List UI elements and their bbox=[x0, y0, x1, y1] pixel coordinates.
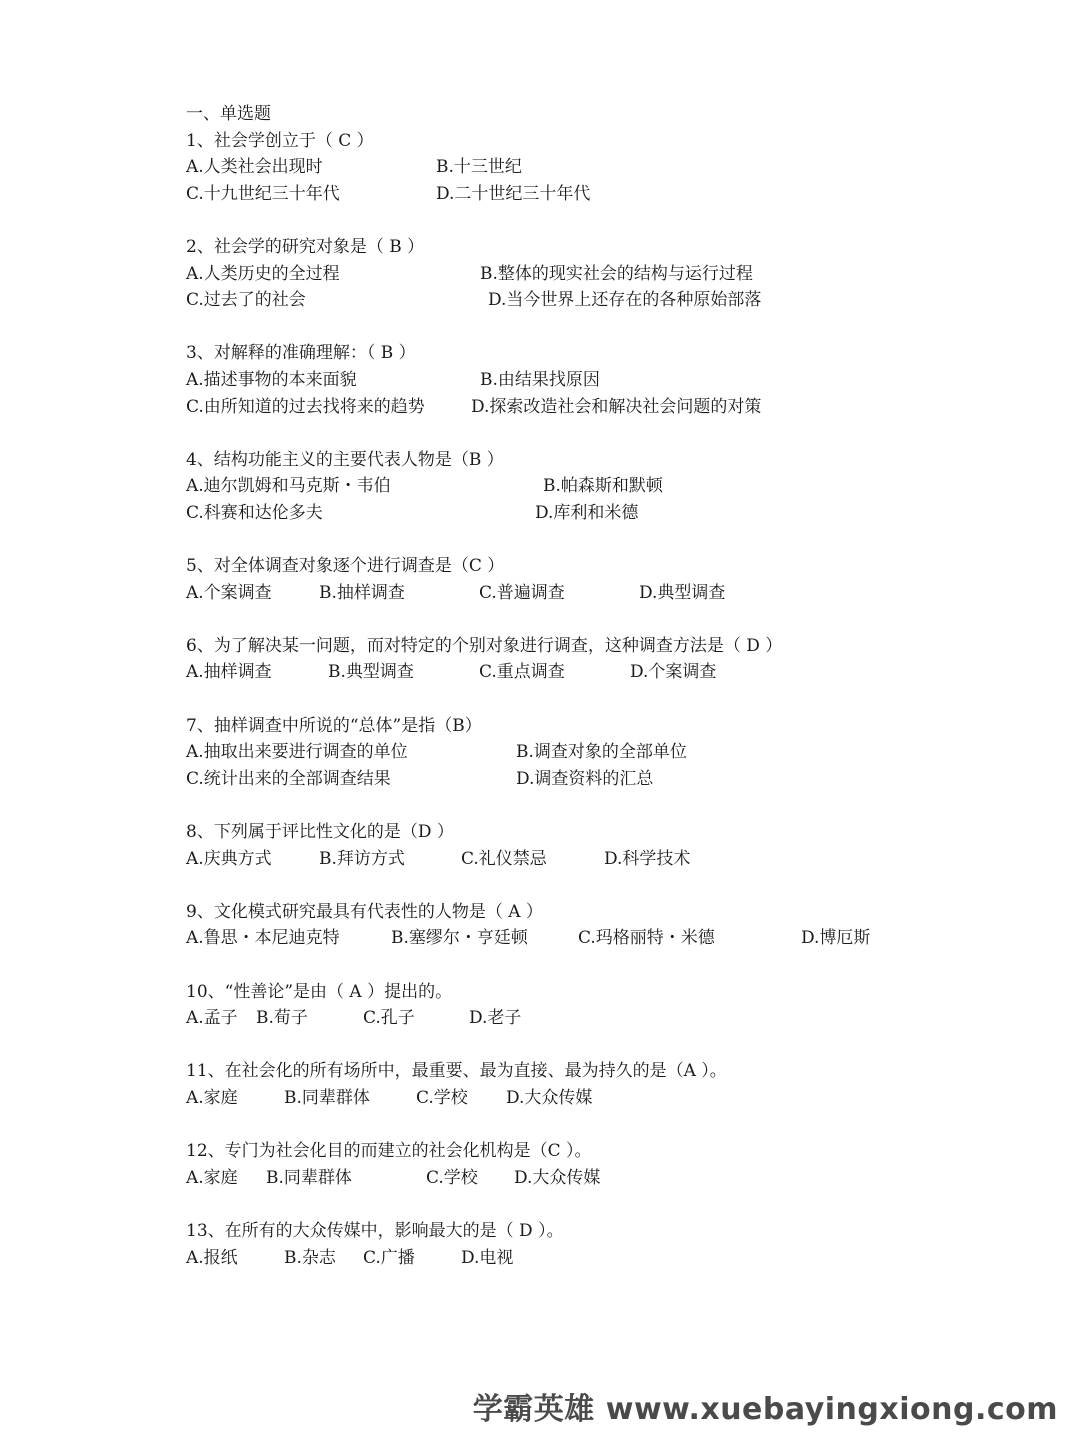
option-row bbox=[186, 1005, 1046, 1032]
question-text: 5、对全体调查对象逐个进行调查是（C ） bbox=[186, 556, 505, 577]
option-c: C.十九世纪三十年代 bbox=[186, 183, 340, 204]
option-a: A.报纸 bbox=[186, 1247, 238, 1268]
question-7 bbox=[186, 713, 1046, 793]
option-row bbox=[186, 580, 1046, 607]
section-title: 一、单选题 bbox=[186, 104, 271, 124]
question-10 bbox=[186, 979, 1046, 1032]
option-row bbox=[186, 659, 1046, 686]
option-b: B.杂志 bbox=[284, 1247, 336, 1268]
option-d: D.电视 bbox=[461, 1247, 514, 1268]
option-c: C.广播 bbox=[363, 1247, 415, 1268]
option-row bbox=[186, 1245, 1046, 1272]
option-b: B.塞缪尔・亨廷顿 bbox=[391, 928, 528, 949]
option-row bbox=[186, 846, 1046, 873]
question-3 bbox=[186, 340, 1046, 420]
question-12 bbox=[186, 1138, 1046, 1191]
option-a: A.迪尔凯姆和马克斯・韦伯 bbox=[186, 476, 391, 497]
question-text: 11、在社会化的所有场所中，最重要、最为直接、最为持久的是（A ）。 bbox=[186, 1061, 727, 1082]
document-body bbox=[186, 101, 1046, 1298]
option-row bbox=[186, 181, 1046, 208]
option-a: A.家庭 bbox=[186, 1087, 238, 1108]
question-text: 2、社会学的研究对象是（ B ） bbox=[186, 236, 425, 257]
question-11 bbox=[186, 1058, 1046, 1111]
option-row bbox=[186, 367, 1046, 394]
option-row bbox=[186, 473, 1046, 500]
option-d: D.个案调查 bbox=[630, 662, 717, 683]
option-c: C.科赛和达伦多夫 bbox=[186, 502, 323, 523]
option-row bbox=[186, 766, 1046, 793]
option-b: B.帕森斯和默顿 bbox=[543, 476, 663, 497]
option-row bbox=[186, 1165, 1046, 1192]
option-row bbox=[186, 154, 1046, 181]
option-a: A.描述事物的本来面貌 bbox=[186, 369, 357, 390]
question-9 bbox=[186, 899, 1046, 952]
question-13 bbox=[186, 1218, 1046, 1271]
option-d: D.探索改造社会和解决社会问题的对策 bbox=[471, 396, 762, 417]
question-text: 4、结构功能主义的主要代表人物是（B ） bbox=[186, 449, 504, 470]
question-text: 8、下列属于评比性文化的是（D ） bbox=[186, 822, 454, 843]
question-text: 9、文化模式研究最具有代表性的人物是（ A ） bbox=[186, 901, 543, 922]
option-row bbox=[186, 739, 1046, 766]
option-row bbox=[186, 500, 1046, 527]
option-b: B.十三世纪 bbox=[436, 157, 522, 178]
question-text: 6、为了解决某一问题，而对特定的个别对象进行调查，这种调查方法是（ D ） bbox=[186, 635, 783, 656]
option-b: B.整体的现实社会的结构与运行过程 bbox=[480, 263, 753, 284]
option-row bbox=[186, 925, 1046, 952]
option-d: D.典型调查 bbox=[639, 582, 726, 603]
option-d: D.科学技术 bbox=[604, 848, 691, 869]
question-list bbox=[186, 128, 1046, 1272]
option-c: C.学校 bbox=[426, 1167, 478, 1188]
option-d: D.二十世纪三十年代 bbox=[436, 183, 591, 204]
option-c: C.孔子 bbox=[363, 1008, 415, 1029]
option-a: A.个案调查 bbox=[186, 582, 272, 603]
option-c: C.重点调查 bbox=[479, 662, 565, 683]
option-a: A.鲁思・本尼迪克特 bbox=[186, 928, 340, 949]
option-c: C.统计出来的全部调查结果 bbox=[186, 768, 391, 789]
question-text: 12、专门为社会化目的而建立的社会化机构是（C ）。 bbox=[186, 1141, 592, 1162]
option-a: A.孟子 bbox=[186, 1008, 238, 1029]
option-row bbox=[186, 261, 1046, 288]
option-row bbox=[186, 1085, 1046, 1112]
question-6 bbox=[186, 633, 1046, 686]
question-4 bbox=[186, 447, 1046, 527]
option-c: C.由所知道的过去找将来的趋势 bbox=[186, 396, 425, 417]
option-d: D.调查资料的汇总 bbox=[516, 768, 654, 789]
option-c: C.普遍调查 bbox=[479, 582, 565, 603]
option-d: D.大众传媒 bbox=[506, 1087, 593, 1108]
option-c: C.礼仪禁忌 bbox=[461, 848, 547, 869]
option-b: B.荀子 bbox=[256, 1008, 308, 1029]
watermark: 学霸英雄 www.xuebayingxiong.com bbox=[472, 1392, 1058, 1427]
option-b: B.同辈群体 bbox=[266, 1167, 352, 1188]
question-8 bbox=[186, 819, 1046, 872]
option-b: B.拜访方式 bbox=[319, 848, 405, 869]
option-d: D.库利和米德 bbox=[535, 502, 639, 523]
option-a: A.人类社会出现时 bbox=[186, 157, 323, 178]
option-a: A.庆典方式 bbox=[186, 848, 272, 869]
option-a: A.家庭 bbox=[186, 1167, 238, 1188]
question-text: 3、对解释的准确理解：（ B ） bbox=[186, 343, 416, 364]
option-c: C.玛格丽特・米德 bbox=[578, 928, 715, 949]
question-1 bbox=[186, 128, 1046, 208]
question-text: 10、“性善论”是由（ A ）提出的。 bbox=[186, 981, 453, 1002]
question-text: 13、在所有的大众传媒中，影响最大的是（ D ）。 bbox=[186, 1220, 564, 1241]
option-a: A.抽样调查 bbox=[186, 662, 272, 683]
option-d: D.当今世界上还存在的各种原始部落 bbox=[488, 290, 762, 311]
option-row bbox=[186, 287, 1046, 314]
option-a: A.抽取出来要进行调查的单位 bbox=[186, 742, 408, 763]
option-d: D.大众传媒 bbox=[514, 1167, 601, 1188]
option-a: A.人类历史的全过程 bbox=[186, 263, 340, 284]
option-row bbox=[186, 394, 1046, 421]
option-b: B.典型调查 bbox=[328, 662, 414, 683]
option-c: C.学校 bbox=[416, 1087, 468, 1108]
option-b: B.同辈群体 bbox=[284, 1087, 370, 1108]
question-text: 7、抽样调查中所说的“总体”是指（B） bbox=[186, 715, 482, 736]
option-d: D.博厄斯 bbox=[801, 928, 871, 949]
question-text: 1、社会学创立于（ C ） bbox=[186, 130, 374, 151]
option-d: D.老子 bbox=[469, 1008, 522, 1029]
question-5 bbox=[186, 553, 1046, 606]
option-c: C.过去了的社会 bbox=[186, 290, 306, 311]
option-b: B.由结果找原因 bbox=[480, 369, 600, 390]
option-b: B.调查对象的全部单位 bbox=[516, 742, 687, 763]
option-b: B.抽样调查 bbox=[319, 582, 405, 603]
question-2 bbox=[186, 234, 1046, 314]
